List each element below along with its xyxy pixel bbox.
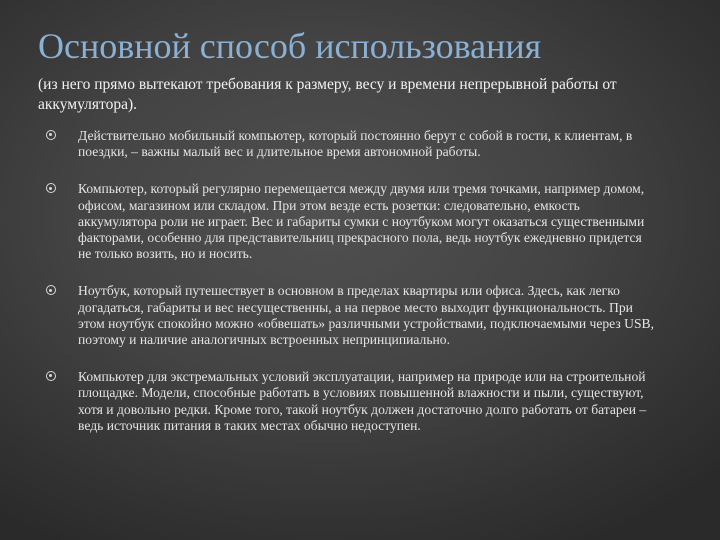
circle-dot-icon [46,130,56,140]
list-item-text: Компьютер для экстремальных условий эксплуатации, например на природе или на строительной площадке. Модели, способные работать в условиях повышенной влажности и пыли, существуют, хотя и довольно редки. Кроме того, такой ноутбук должен достаточно долго работать от батареи – ведь источник питания в таких местах обычно недоступен. [78,369,647,433]
list-item [0,369,658,434]
slide-subtitle: (из него прямо вытекают требования к размеру, весу и времени непрерывной работы от аккумулятора). [38,76,617,113]
circle-dot-icon [46,285,56,295]
circle-dot-icon [46,183,56,193]
list-item [0,128,658,160]
list-item [0,181,658,262]
list-item-text: Ноутбук, который путешествует в основном в пределах квартиры или офиса. Здесь, как легко догадаться, габариты и вес несущественны, а на первое место выходит функциональность. При этом ноутбук спокойно можно «обвешать» различными устройствами, подключаемыми через USB, поэтому и наличие аналогичных встроенных непринципиально. [78,283,654,348]
list-item-text: Компьютер, который регулярно перемещается между двумя или тремя точками, например домом, офисом, магазином или складом. При этом везде есть розетки: следовательно, емкость аккумулятора роли не играет. Вес и габариты сумки с ноутбуком могут оказаться существенными факторами, особенно для представительниц прекрасного пола, ведь ноутбук ежедневно придется не только возить, но и носить. [78,181,645,262]
slide-title: Основной способ использования [38,26,542,66]
bullet-list [0,128,720,434]
list-item-text: Действительно мобильный компьютер, который постоянно берут с собой в гости, к клиентам, в поездки, – важны малый вес и длительное время автономной работы. [78,128,633,160]
circle-dot-icon [46,371,56,381]
list-item [0,283,658,348]
